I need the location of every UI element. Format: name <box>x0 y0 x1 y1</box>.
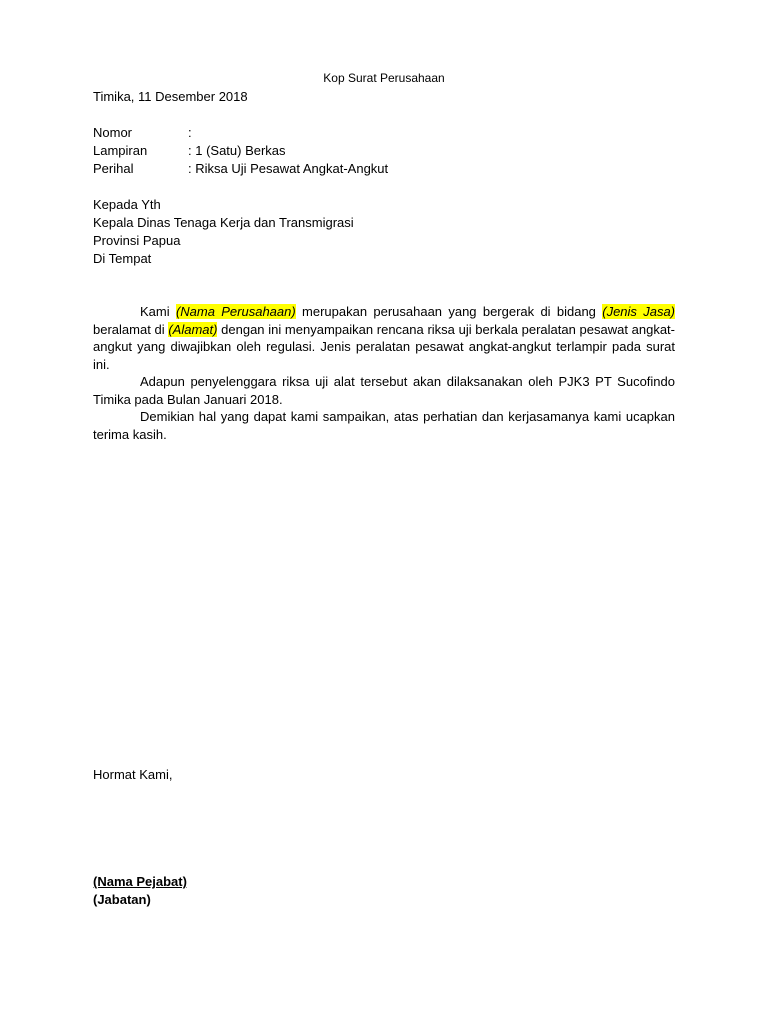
nomor-label: Nomor <box>93 125 133 140</box>
meta-nomor <box>93 124 192 142</box>
perihal-value: : Riksa Uji Pesawat Angkat-Angkut <box>188 161 389 176</box>
recipient-line-4: Di Tempat <box>93 251 152 266</box>
placeholder-service-type: (Jenis Jasa) <box>602 304 676 319</box>
recipient-line-3: Provinsi Papua <box>93 233 181 248</box>
placeholder-company-name: (Nama Perusahaan) <box>175 304 296 319</box>
placeholder-address: (Alamat) <box>168 321 218 337</box>
recipient-line-1: Kepada Yth <box>93 197 161 212</box>
body-paragraph-2: Adapun penyelenggara riksa uji alat tersebut akan dilaksanakan oleh PJK3 PT Sucofindo Timika pada Bulan Januari 2018. <box>93 374 675 407</box>
signer-name: (Nama Pejabat) <box>93 874 187 889</box>
date-line: Timika, 11 Desember 2018 <box>93 89 248 104</box>
p1-text-d: dengan ini menyampaikan rencana riksa uji berkala peralatan pesawat angkat-angkut yang diwajibkan oleh regulasi. Jenis peralatan pesawat angkat-angkut terlampir pada surat ini. <box>93 321 675 372</box>
letterhead-title: Kop Surat Perusahaan <box>323 71 445 85</box>
signer-title: (Jabatan) <box>93 892 151 907</box>
body-paragraph-1 <box>93 303 675 373</box>
closing-salutation: Hormat Kami, <box>93 767 173 782</box>
lampiran-label: Lampiran <box>93 143 148 158</box>
letter-body <box>93 303 675 443</box>
meta-perihal <box>93 160 388 178</box>
nomor-value: : <box>188 125 192 140</box>
p1-text-a: Kami <box>140 304 176 319</box>
lampiran-value: : 1 (Satu) Berkas <box>188 143 286 158</box>
body-paragraph-3: Demikian hal yang dapat kami sampaikan, atas perhatian dan kerjasamanya kami ucapkan terima kasih. <box>93 409 675 442</box>
p1-text-c: beralamat di <box>93 321 169 337</box>
p1-text-b: merupakan perusahaan yang bergerak di bidang <box>295 304 603 319</box>
meta-lampiran <box>93 142 286 160</box>
perihal-label: Perihal <box>93 161 134 176</box>
recipient-line-2: Kepala Dinas Tenaga Kerja dan Transmigrasi <box>93 215 354 230</box>
